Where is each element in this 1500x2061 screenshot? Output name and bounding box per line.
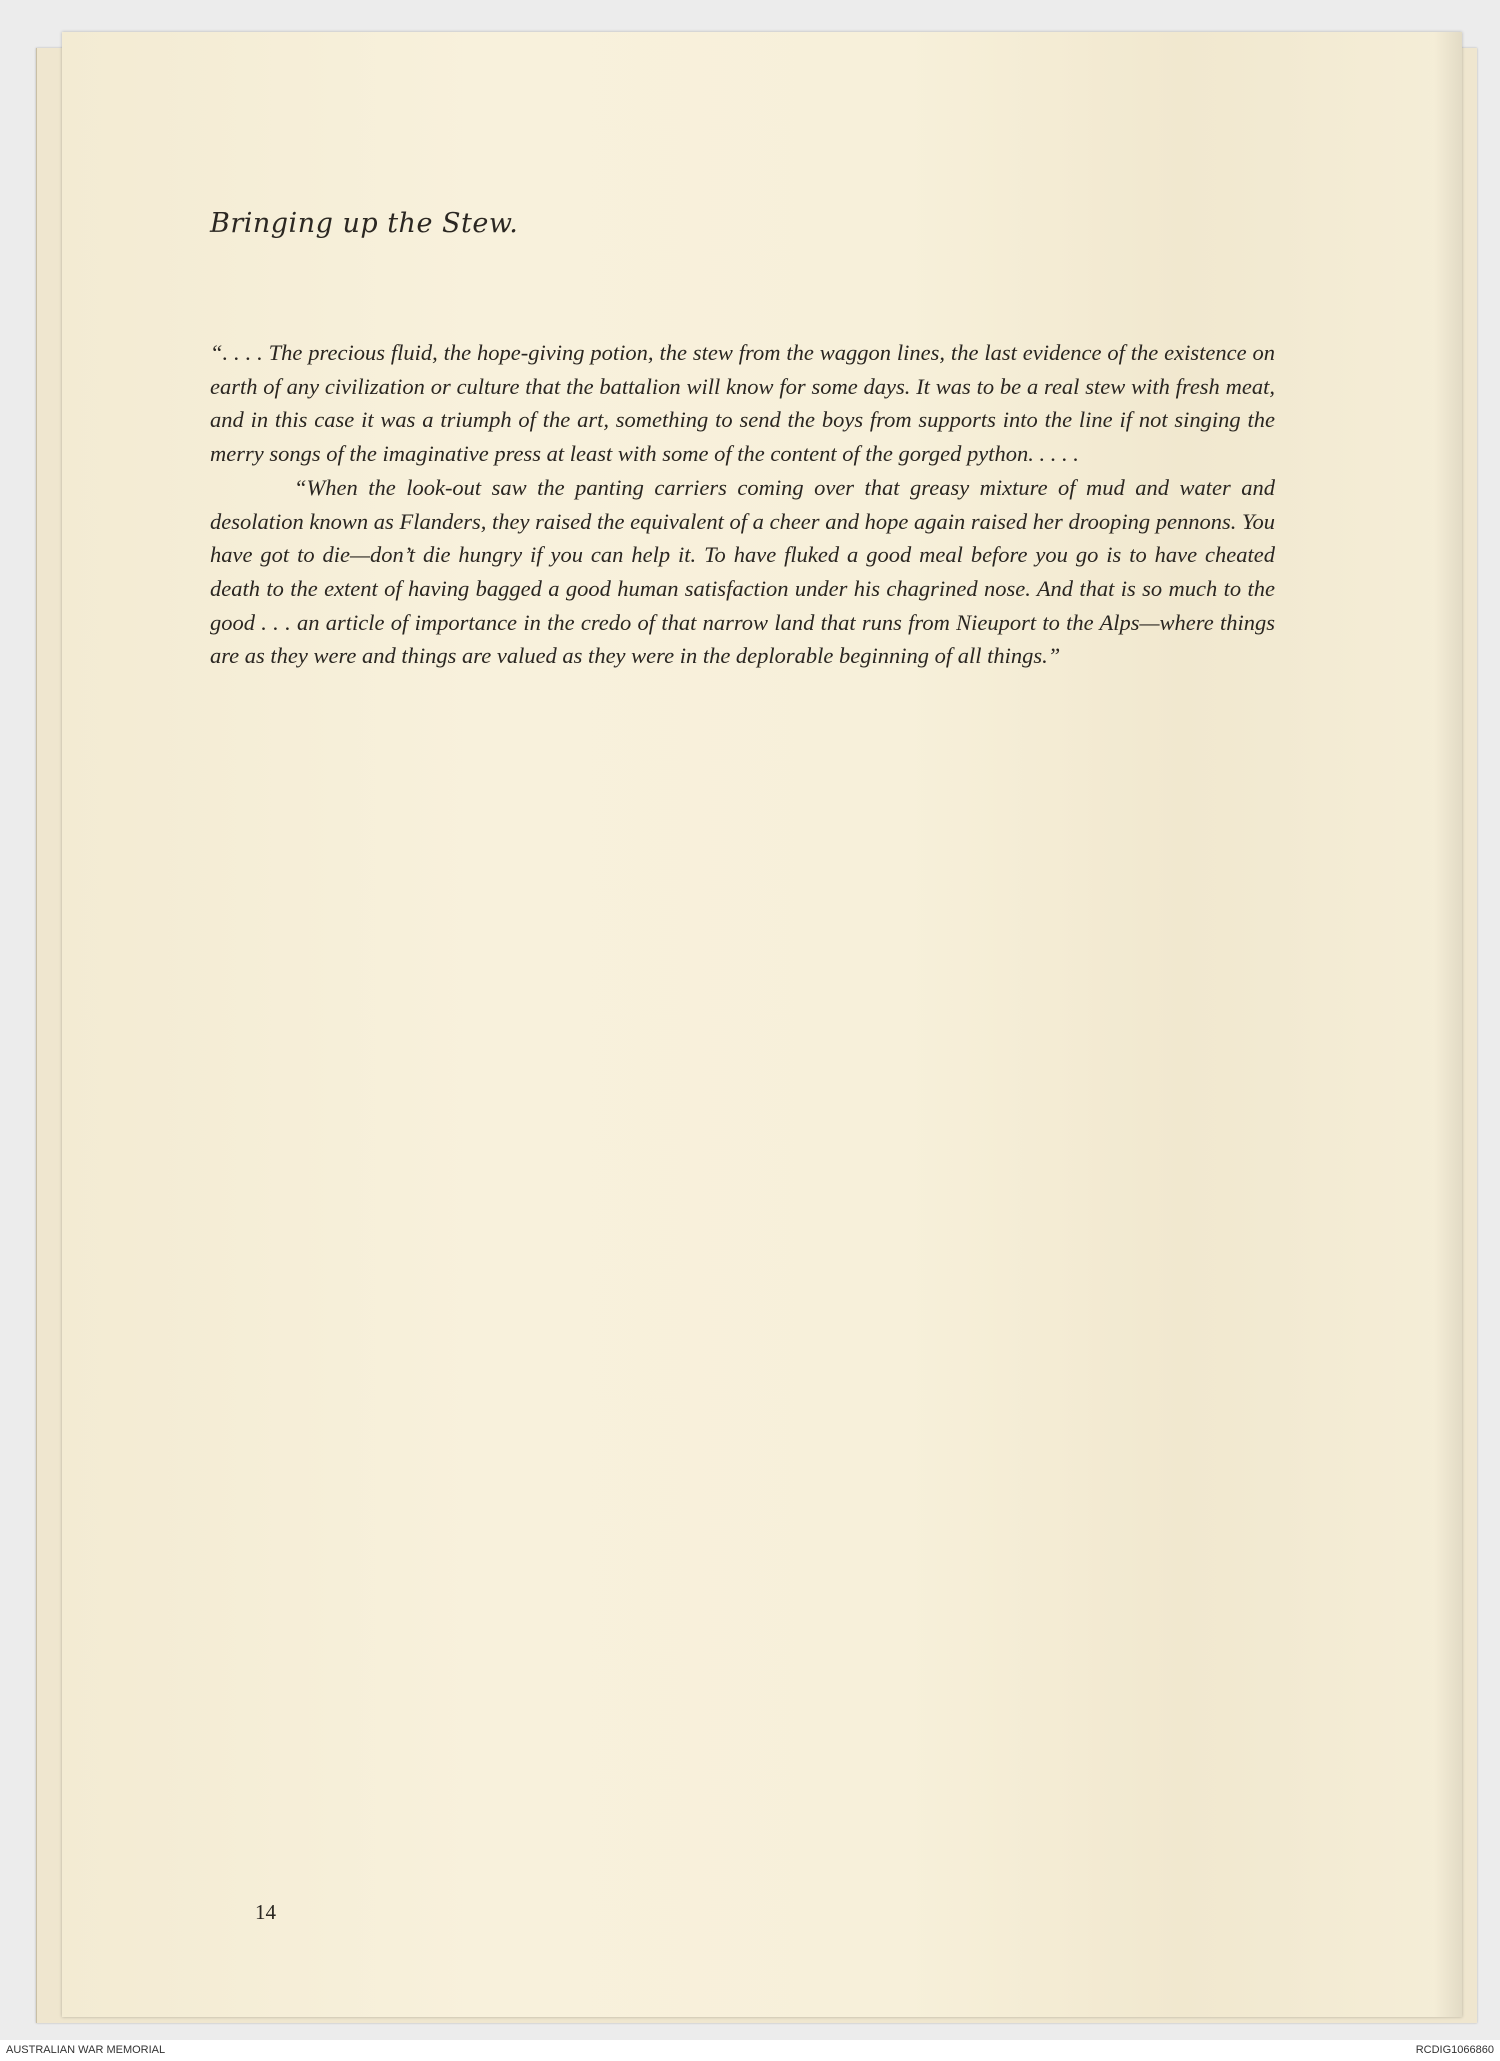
footer-record-id: RCDIG1066860 (1415, 2044, 1494, 2056)
page-number: 14 (255, 1900, 276, 1924)
footer-institution: AUSTRALIAN WAR MEMORIAL (6, 2044, 166, 2056)
page-shadow (1434, 32, 1462, 2017)
quote-paragraph-2: “When the look-out saw the panting carriers coming over that greasy mixture of mud and water and desolation known as Flanders, they raised the equivalent of a cheer and hope again raised her drooping pennons. You have got to die—don’t die hungry if you can help it. To have fluked a good meal before you go is to have cheated death to the extent of having bagged a good human satisfaction under his chagrined nose. And that is so much to the good . . . an article of importance in the credo of that narrow land that runs from Nieuport to the Alps—where things are as they were and things are valued as they were in the deplorable beginning of all things.” (210, 474, 1275, 669)
quote-body (210, 336, 1275, 673)
page-title: Bringing up the Stew. (210, 208, 519, 239)
book-page (62, 32, 1462, 2017)
quote-paragraph-1: “. . . . The precious fluid, the hope-giving potion, the stew from the waggon lines, the last evidence of the existence on earth of any civilization or culture that the battalion will know for some days. It was to be a real stew with fresh meat, and in this case it was a triumph of the art, something to send the boys from supports into the line if not singing the merry songs of the imaginative press at least with some of the content of the gorged python. . . . . (210, 340, 1275, 467)
scan-footer (0, 2040, 1500, 2061)
